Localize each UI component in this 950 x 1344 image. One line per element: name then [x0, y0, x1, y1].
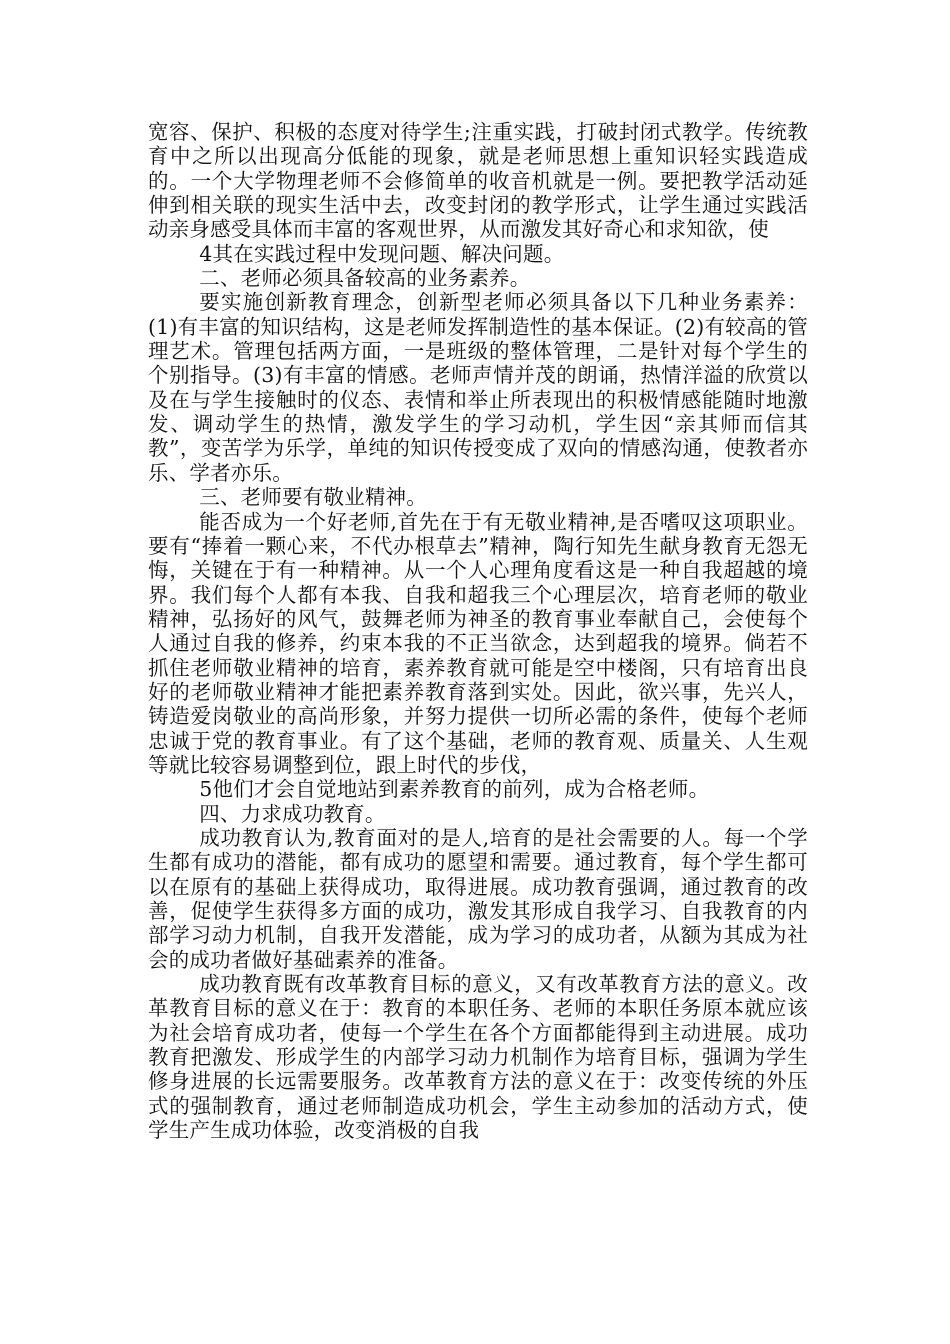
paragraph-qualified-teacher: 5他们才会自觉地站到素养教育的前列，成为合格老师。 [199, 777, 710, 802]
section-heading-3: 三、老师要有敬业精神。 [199, 485, 427, 510]
paragraph-success-education: 成功教育认为,教育面对的是人,培育的是社会需要的人。每一个学生都有成功的潜能，都有成功的愿望和需要。通过教育，每个学生都可以在原有的基础上获得成功，取得进展。成功教育强调，通过教育的改善，促使学生获得多方面的成功，激发其形成自我学习、自我教育的内部学习动力机制，自我开发潜能，成为学习的成功者，从额为其成为社会的成功者做好基础素养的准备。 [148, 825, 808, 972]
paragraph-professional-qualities: 要实施创新教育理念，创新型老师必须具备以下几种业务素养：(1)有丰富的知识结构，这是老师发挥制造性的基本保证。(2)有较高的管理艺术。管理包括两方面，一是班级的整体管理，二是针对每个学生的个别指导。(3)有丰富的情感。老师声情并茂的朗诵，热情洋溢的欣赏以及在与学生接触时的仪态、表情和举止所表现出的积极情感能随时地激发、调动学生的热情，激发学生的学习动机，学生因“亲其师而信其教”，变苦学为乐学，单纯的知识传授变成了双向的情感沟通，使教者亦乐、学者亦乐。 [148, 290, 808, 485]
section-heading-2: 二、老师必须具备较高的业务素养。 [199, 266, 531, 291]
paragraph-dedication: 能否成为一个好老师,首先在于有无敬业精神,是否嗜叹这项职业。要有“捧着一颗心来，不代办根草去”精神，陶行知先生献身教育无怨无悔，关键在于有一种精神。从一个人心理角度看这是一种自我超越的境界。我们每个人都有本我、自我和超我三个心理层次，培育老师的敬业精神，弘扬好的风气，鼓舞老师为神圣的教育事业奉献自己，会使每个人通过自我的修养，约束本我的不正当欲念，达到超我的境界。倘若不抓住老师敬业精神的培育，素养教育就可能是空中楼阁，只有培育出良好的老师敬业精神才能把素养教育落到实处。因此，欲兴事，先兴人，铸造爱岗敬业的高尚形象，并努力提供一切所必需的条件，使每个老师忠诚于党的教育事业。有了这个基础，老师的教育观、质量关、人生观等就比较容易调整到位，跟上时代的步伐， [148, 509, 808, 777]
paragraph-success-education-significance: 成功教育既有改革教育目标的意义，又有改革教育方法的意义。改革教育目标的意义在于：教育的本职任务、老师的本职任务原本就应该为社会培育成功者，使每一个学生在各个方面都能得到主动进展。成功教育把激发、形成学生的内部学习动力机制作为培育目标，强调为学生修身进展的长远需要服务。改革教育方法的意义在于：改变传统的外压式的强制教育，通过老师制造成功机会，学生主动参加的活动方式，使学生产生成功体验，改变消极的自我 [148, 972, 808, 1143]
document-body [148, 120, 808, 1142]
paragraph-problem-solving: 4其在实践过程中发现问题、解决问题。 [199, 241, 565, 266]
section-heading-4: 四、力求成功教育。 [199, 801, 386, 826]
paragraph-practice-teaching: 宽容、保护、积极的态度对待学生;注重实践，打破封闭式教学。传统教育中之所以出现高分低能的现象，就是老师思想上重知识轻实践造成的。一个大学物理老师不会修简单的收音机就是一例。要把教学活动延伸到相关联的现实生活中去，改变封闭的教学形式，让学生通过实践活动亲身感受具体而丰富的客观世界，从而激发其好奇心和求知欲，使 [148, 120, 808, 242]
